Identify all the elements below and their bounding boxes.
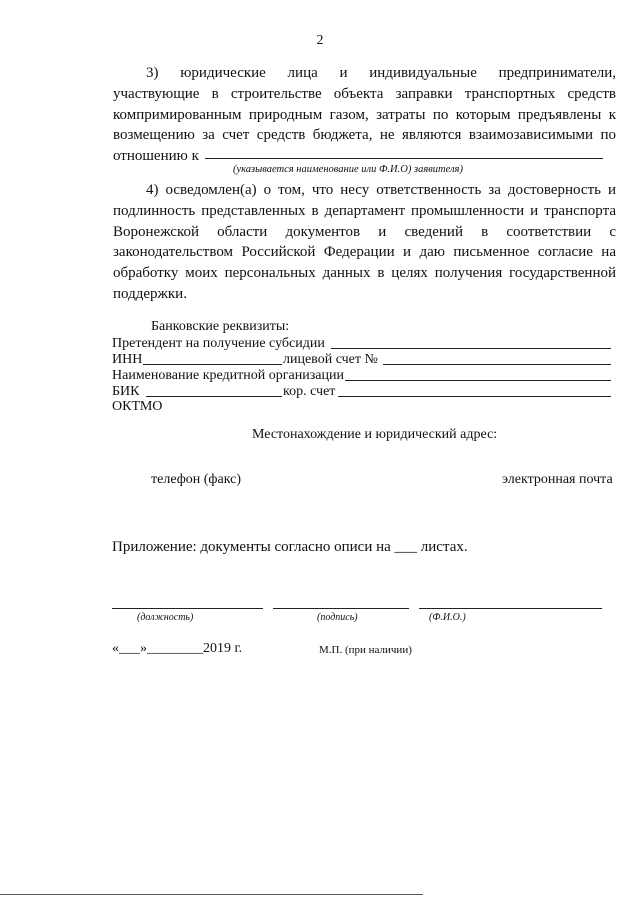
clause-3-line: возмещению за счет средств бюджета, не являются взаимозависимыми по [113, 127, 616, 144]
position-caption: (должность) [137, 612, 194, 623]
footer-rule [0, 894, 423, 895]
clause-3-line: участвующие в строительстве объекта заправки транспортных средств [113, 85, 616, 102]
account-label: лицевой счет № [283, 352, 378, 367]
clause-3-line: отношению к [113, 148, 199, 165]
clause-4-line: подлинность представленных в департамент промышленности и транспорта [113, 202, 616, 219]
bank-heading: Банковские реквизиты: [151, 319, 290, 334]
signature-caption: (подпись) [317, 612, 358, 623]
applicant-name-line[interactable] [205, 158, 603, 159]
bik-field[interactable] [146, 396, 282, 397]
stamp-label: М.П. (при наличии) [319, 644, 412, 656]
applicant-label: Претендент на получение субсидии [112, 336, 325, 351]
account-field[interactable] [383, 364, 611, 365]
applicant-field[interactable] [331, 348, 611, 349]
applicant-name-note: (указывается наименование или Ф.И.О) заявителя) [233, 164, 463, 175]
clause-4-line: законодательством Российской Федерации и даю письменное согласие на [113, 244, 616, 261]
address-label: Местонахождение и юридический адрес: [252, 427, 498, 442]
clause-3-line: компримированным природным газом, затраты по которым предъявлены к [113, 106, 616, 123]
attachment-text: Приложение: документы согласно описи на ___ листах. [112, 539, 468, 555]
phone-label: телефон (факс) [151, 472, 242, 487]
clause-4 [113, 180, 616, 305]
date-field: «___»________2019 г. [112, 641, 243, 656]
bik-label: БИК [112, 384, 140, 399]
clause-4-line: поддержки. [113, 285, 187, 302]
corr-account-label: кор. счет [283, 384, 336, 399]
corr-account-field[interactable] [338, 396, 611, 397]
full-name-caption: (Ф.И.О.) [429, 612, 466, 623]
full-name-field[interactable] [419, 608, 602, 609]
clause-4-line: обработку моих персональных данных в целях получения государственной [113, 265, 616, 282]
clause-3 [113, 63, 616, 167]
oktmo-label: ОКТМО [112, 399, 163, 414]
inn-label: ИНН [112, 352, 143, 367]
email-label: электронная почта [502, 472, 613, 487]
clause-3-line: 3) юридические лица и индивидуальные предприниматели, [146, 65, 616, 81]
credit-org-label: Наименование кредитной организации [112, 368, 344, 383]
clause-4-line: Воронежской области документов и сведений в соответствии с [113, 223, 616, 240]
page-number: 2 [316, 33, 324, 48]
signature-field[interactable] [273, 608, 409, 609]
position-field[interactable] [112, 608, 263, 609]
clause-4-line: 4) осведомлен(а) о том, что несу ответственность за достоверность и [146, 182, 616, 198]
credit-org-field[interactable] [345, 380, 611, 381]
inn-field[interactable] [143, 364, 282, 365]
